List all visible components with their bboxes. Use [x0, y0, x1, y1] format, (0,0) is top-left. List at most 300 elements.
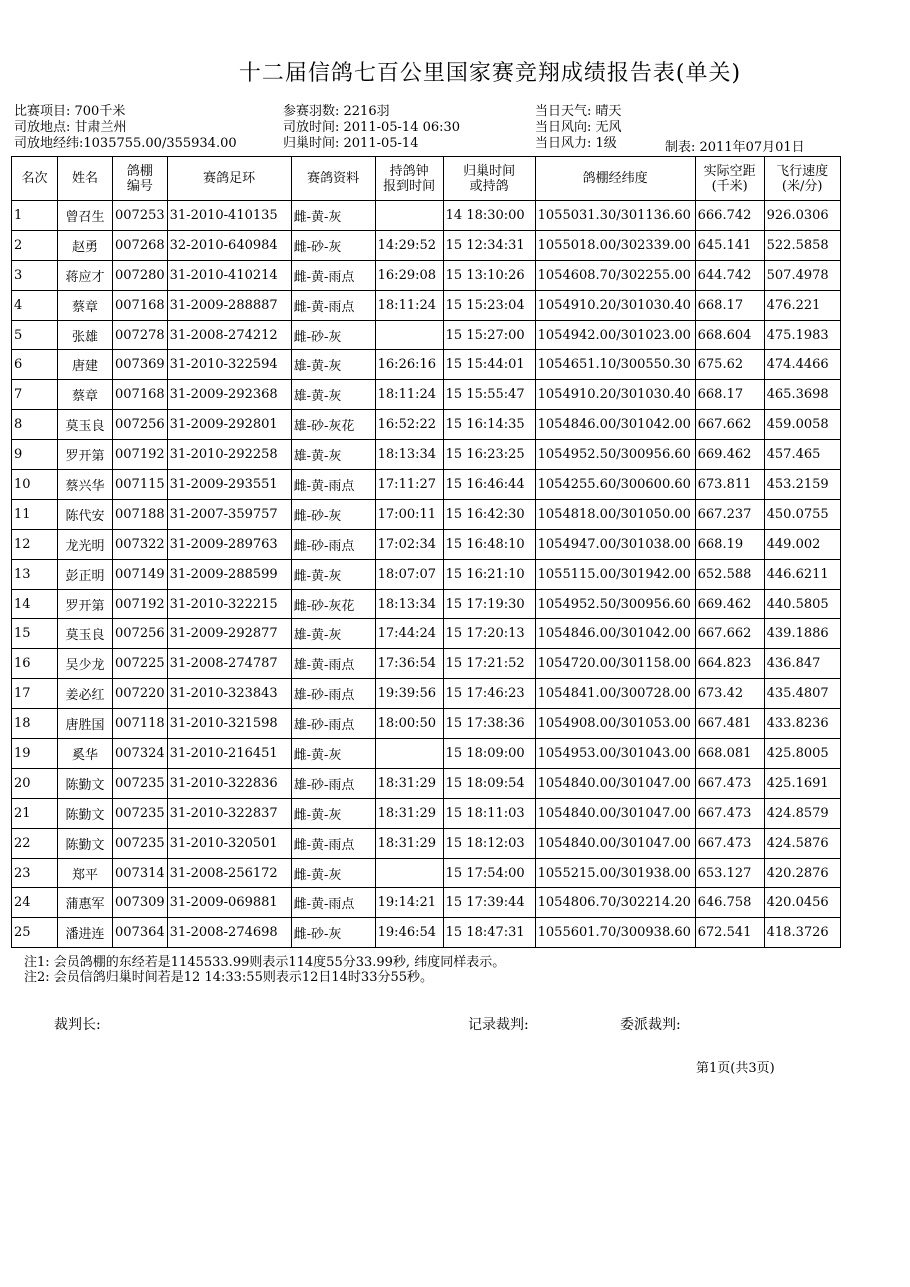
- cell-loft-coords: 1055215.00/301938.00: [535, 858, 695, 888]
- cell-rank: 7: [12, 380, 58, 410]
- cell-arrival-time: 15 18:09:00: [443, 739, 535, 769]
- cell-clock-time: 18:00:50: [375, 709, 443, 739]
- cell-loft-id: 007235: [113, 768, 168, 798]
- cell-ring: 31-2009-289763: [167, 529, 291, 559]
- cell-loft-coords: 1055601.70/300938.60: [535, 918, 695, 948]
- cell-clock-time: 17:02:34: [375, 529, 443, 559]
- cell-loft-id: 007278: [113, 320, 168, 350]
- cell-distance: 667.662: [695, 410, 764, 440]
- cell-name: 赵勇: [58, 230, 113, 260]
- cell-arrival-time: 15 15:55:47: [443, 380, 535, 410]
- cell-bird-info: 雌-黄-灰: [291, 739, 375, 769]
- info-column-3: [535, 104, 622, 152]
- cell-ring: 31-2008-274787: [167, 649, 291, 679]
- cell-rank: 22: [12, 828, 58, 858]
- cell-bird-info: 雄-砂-灰花: [291, 410, 375, 440]
- cell-distance: 667.481: [695, 709, 764, 739]
- cell-ring: 31-2009-292801: [167, 410, 291, 440]
- cell-ring: 31-2010-322594: [167, 350, 291, 380]
- cell-name: 陈勤文: [58, 828, 113, 858]
- cell-loft-id: 007220: [113, 679, 168, 709]
- cell-distance: 646.758: [695, 888, 764, 918]
- cell-distance: 673.811: [695, 470, 764, 500]
- cell-name: 陈代安: [58, 499, 113, 529]
- cell-loft-coords: 1054952.50/300956.60: [535, 440, 695, 470]
- cell-rank: 4: [12, 290, 58, 320]
- cell-rank: 19: [12, 739, 58, 769]
- table-row: [12, 410, 841, 440]
- cell-distance: 675.62: [695, 350, 764, 380]
- cell-distance: 673.42: [695, 679, 764, 709]
- cell-speed: 436.847: [764, 649, 840, 679]
- cell-arrival-time: 15 18:09:54: [443, 768, 535, 798]
- cell-loft-id: 007268: [113, 230, 168, 260]
- cell-ring: 31-2009-292368: [167, 380, 291, 410]
- cell-loft-id: 007168: [113, 380, 168, 410]
- cell-loft-id: 007253: [113, 201, 168, 231]
- cell-ring: 31-2010-410214: [167, 260, 291, 290]
- cell-loft-id: 007314: [113, 858, 168, 888]
- cell-distance: 668.604: [695, 320, 764, 350]
- cell-loft-coords: 1054840.00/301047.00: [535, 828, 695, 858]
- cell-ring: 31-2009-288887: [167, 290, 291, 320]
- table-row: [12, 559, 841, 589]
- info-release-time: 司放时间: 2011-05-14 06:30: [283, 120, 461, 135]
- cell-bird-info: 雌-黄-灰: [291, 201, 375, 231]
- cell-bird-info: 雌-黄-雨点: [291, 260, 375, 290]
- cell-speed: 457.465: [764, 440, 840, 470]
- cell-bird-info: 雌-砂-灰: [291, 918, 375, 948]
- cell-loft-coords: 1054806.70/302214.20: [535, 888, 695, 918]
- column-header: 赛鸽资料: [291, 157, 375, 201]
- cell-distance: 668.081: [695, 739, 764, 769]
- cell-arrival-time: 15 17:46:23: [443, 679, 535, 709]
- cell-ring: 32-2010-640984: [167, 230, 291, 260]
- cell-clock-time: [375, 858, 443, 888]
- table-row: [12, 380, 841, 410]
- cell-speed: 449.002: [764, 529, 840, 559]
- cell-speed: 425.1691: [764, 768, 840, 798]
- page-title: 十二届信鸽七百公里国家赛竞翔成绩报告表(单关): [238, 61, 742, 86]
- cell-speed: 450.0755: [764, 499, 840, 529]
- table-row: [12, 858, 841, 888]
- cell-distance: 669.462: [695, 440, 764, 470]
- cell-clock-time: 18:31:29: [375, 828, 443, 858]
- cell-loft-coords: 1054952.50/300956.60: [535, 589, 695, 619]
- cell-loft-id: 007188: [113, 499, 168, 529]
- cell-name: 蔡章: [58, 290, 113, 320]
- cell-loft-coords: 1054947.00/301038.00: [535, 529, 695, 559]
- cell-bird-info: 雌-黄-雨点: [291, 290, 375, 320]
- table-row: [12, 649, 841, 679]
- cell-rank: 12: [12, 529, 58, 559]
- column-header: 鸽棚经纬度: [535, 157, 695, 201]
- cell-arrival-time: 15 15:44:01: [443, 350, 535, 380]
- cell-name: 唐建: [58, 350, 113, 380]
- cell-rank: 14: [12, 589, 58, 619]
- table-row: [12, 828, 841, 858]
- cell-ring: 31-2007-359757: [167, 499, 291, 529]
- info-column-1: [14, 104, 237, 152]
- cell-distance: 653.127: [695, 858, 764, 888]
- cell-name: 彭正明: [58, 559, 113, 589]
- cell-speed: 522.5858: [764, 230, 840, 260]
- cell-ring: 31-2009-292877: [167, 619, 291, 649]
- cell-bird-info: 雌-砂-灰: [291, 499, 375, 529]
- table-row: [12, 260, 841, 290]
- cell-speed: 420.0456: [764, 888, 840, 918]
- cell-distance: 644.742: [695, 260, 764, 290]
- cell-loft-id: 007369: [113, 350, 168, 380]
- table-row: [12, 739, 841, 769]
- cell-bird-info: 雌-黄-雨点: [291, 470, 375, 500]
- cell-rank: 21: [12, 798, 58, 828]
- table-row: [12, 499, 841, 529]
- cell-distance: 667.237: [695, 499, 764, 529]
- column-header: 鸽棚 编号: [113, 157, 168, 201]
- column-header: 实际空距 (千米): [695, 157, 764, 201]
- cell-rank: 2: [12, 230, 58, 260]
- cell-speed: 475.1983: [764, 320, 840, 350]
- cell-clock-time: 16:52:22: [375, 410, 443, 440]
- cell-name: 潘进连: [58, 918, 113, 948]
- cell-loft-coords: 1055031.30/301136.60: [535, 201, 695, 231]
- cell-bird-info: 雌-黄-灰: [291, 559, 375, 589]
- cell-clock-time: 16:26:16: [375, 350, 443, 380]
- cell-loft-coords: 1055115.00/301942.00: [535, 559, 695, 589]
- info-release-coords: 司放地经纬:1035755.00/355934.00: [14, 136, 237, 151]
- cell-ring: 31-2010-410135: [167, 201, 291, 231]
- cell-loft-id: 007168: [113, 290, 168, 320]
- cell-speed: 507.4978: [764, 260, 840, 290]
- cell-rank: 25: [12, 918, 58, 948]
- cell-clock-time: 17:36:54: [375, 649, 443, 679]
- cell-speed: 446.6211: [764, 559, 840, 589]
- cell-speed: 453.2159: [764, 470, 840, 500]
- cell-ring: 31-2010-323843: [167, 679, 291, 709]
- cell-clock-time: [375, 201, 443, 231]
- cell-bird-info: 雄-黄-灰: [291, 380, 375, 410]
- cell-loft-id: 007225: [113, 649, 168, 679]
- cell-loft-coords: 1054908.00/301053.00: [535, 709, 695, 739]
- cell-name: 莫玉良: [58, 410, 113, 440]
- cell-loft-id: 007235: [113, 828, 168, 858]
- cell-name: 蒋应才: [58, 260, 113, 290]
- cell-rank: 3: [12, 260, 58, 290]
- cell-speed: 474.4466: [764, 350, 840, 380]
- cell-loft-coords: 1054953.00/301043.00: [535, 739, 695, 769]
- cell-arrival-time: 15 16:14:35: [443, 410, 535, 440]
- cell-name: 陈勤文: [58, 798, 113, 828]
- cell-arrival-time: 15 18:12:03: [443, 828, 535, 858]
- table-row: [12, 350, 841, 380]
- cell-clock-time: 18:07:07: [375, 559, 443, 589]
- cell-distance: 664.823: [695, 649, 764, 679]
- cell-distance: 667.473: [695, 768, 764, 798]
- cell-speed: 420.2876: [764, 858, 840, 888]
- column-header: 姓名: [58, 157, 113, 201]
- column-header: 持鸽钟 报到时间: [375, 157, 443, 201]
- chief-referee-label: 裁判长:: [54, 1017, 101, 1033]
- cell-loft-id: 007280: [113, 260, 168, 290]
- cell-loft-coords: 1054910.20/301030.40: [535, 290, 695, 320]
- cell-bird-info: 雄-黄-灰: [291, 440, 375, 470]
- info-weather: 当日天气: 晴天: [535, 104, 622, 119]
- cell-loft-coords: 1054720.00/301158.00: [535, 649, 695, 679]
- cell-name: 张雄: [58, 320, 113, 350]
- cell-rank: 17: [12, 679, 58, 709]
- cell-ring: 31-2009-288599: [167, 559, 291, 589]
- cell-distance: 668.19: [695, 529, 764, 559]
- cell-bird-info: 雌-黄-雨点: [291, 888, 375, 918]
- cell-arrival-time: 15 13:10:26: [443, 260, 535, 290]
- cell-clock-time: 19:46:54: [375, 918, 443, 948]
- note-2: 注2: 会员信鸽归巢时间若是12 14:33:55则表示12日14时33分55秒。: [24, 970, 434, 985]
- cell-loft-coords: 1054846.00/301042.00: [535, 410, 695, 440]
- cell-bird-info: 雄-黄-灰: [291, 619, 375, 649]
- cell-ring: 31-2010-322836: [167, 768, 291, 798]
- table-row: [12, 201, 841, 231]
- table-body: [12, 201, 841, 948]
- cell-loft-id: 007309: [113, 888, 168, 918]
- cell-distance: 666.742: [695, 201, 764, 231]
- cell-loft-coords: 1054608.70/302255.00: [535, 260, 695, 290]
- cell-rank: 11: [12, 499, 58, 529]
- cell-loft-coords: 1054840.00/301047.00: [535, 798, 695, 828]
- cell-arrival-time: 15 16:46:44: [443, 470, 535, 500]
- cell-loft-coords: 1054846.00/301042.00: [535, 619, 695, 649]
- cell-name: 郑平: [58, 858, 113, 888]
- table-row: [12, 320, 841, 350]
- cell-rank: 23: [12, 858, 58, 888]
- cell-clock-time: 18:11:24: [375, 380, 443, 410]
- cell-arrival-time: 15 17:21:52: [443, 649, 535, 679]
- cell-name: 蒲惠军: [58, 888, 113, 918]
- cell-speed: 435.4807: [764, 679, 840, 709]
- cell-rank: 8: [12, 410, 58, 440]
- table-row: [12, 768, 841, 798]
- cell-ring: 31-2009-293551: [167, 470, 291, 500]
- cell-ring: 31-2010-216451: [167, 739, 291, 769]
- cell-loft-coords: 1054255.60/300600.60: [535, 470, 695, 500]
- column-header: 赛鸽足环: [167, 157, 291, 201]
- cell-ring: 31-2010-320501: [167, 828, 291, 858]
- cell-clock-time: 16:29:08: [375, 260, 443, 290]
- cell-arrival-time: 15 18:11:03: [443, 798, 535, 828]
- cell-rank: 18: [12, 709, 58, 739]
- cell-name: 吴少龙: [58, 649, 113, 679]
- cell-ring: 31-2008-274212: [167, 320, 291, 350]
- cell-arrival-time: 15 16:21:10: [443, 559, 535, 589]
- cell-name: 蔡章: [58, 380, 113, 410]
- table-row: [12, 470, 841, 500]
- cell-distance: 652.588: [695, 559, 764, 589]
- table-row: [12, 888, 841, 918]
- cell-bird-info: 雄-黄-雨点: [291, 649, 375, 679]
- cell-loft-coords: 1054818.00/301050.00: [535, 499, 695, 529]
- cell-rank: 24: [12, 888, 58, 918]
- cell-arrival-time: 15 17:39:44: [443, 888, 535, 918]
- cell-bird-info: 雌-砂-灰: [291, 230, 375, 260]
- info-column-2: [283, 104, 460, 152]
- cell-rank: 5: [12, 320, 58, 350]
- cell-loft-coords: 1054841.00/300728.00: [535, 679, 695, 709]
- cell-loft-coords: 1054840.00/301047.00: [535, 768, 695, 798]
- info-wind-force: 当日风力: 1级: [535, 136, 617, 151]
- cell-rank: 15: [12, 619, 58, 649]
- cell-ring: 31-2010-322837: [167, 798, 291, 828]
- cell-speed: 418.3726: [764, 918, 840, 948]
- cell-arrival-time: 15 16:48:10: [443, 529, 535, 559]
- info-return-time: 归巢时间: 2011-05-14: [283, 136, 419, 151]
- cell-loft-coords: 1055018.00/302339.00: [535, 230, 695, 260]
- page-number: 第1页(共3页): [696, 1061, 775, 1076]
- cell-loft-id: 007192: [113, 589, 168, 619]
- notes: [24, 955, 505, 985]
- cell-loft-id: 007192: [113, 440, 168, 470]
- table-row: [12, 679, 841, 709]
- cell-arrival-time: 15 18:47:31: [443, 918, 535, 948]
- info-release-place: 司放地点: 甘肃兰州: [14, 120, 127, 135]
- cell-clock-time: 17:00:11: [375, 499, 443, 529]
- cell-bird-info: 雌-砂-雨点: [291, 529, 375, 559]
- cell-speed: 476.221: [764, 290, 840, 320]
- note-1: 注1: 会员鸽棚的东经若是1145533.99则表示114度55分33.99秒, 纬度同样表示。: [24, 955, 506, 970]
- cell-speed: 459.0058: [764, 410, 840, 440]
- cell-clock-time: 17:44:24: [375, 619, 443, 649]
- cell-rank: 6: [12, 350, 58, 380]
- cell-speed: 439.1886: [764, 619, 840, 649]
- cell-arrival-time: 15 17:38:36: [443, 709, 535, 739]
- cell-clock-time: 18:31:29: [375, 768, 443, 798]
- cell-rank: 10: [12, 470, 58, 500]
- cell-loft-coords: 1054651.10/300550.30: [535, 350, 695, 380]
- cell-ring: 31-2008-256172: [167, 858, 291, 888]
- cell-arrival-time: 14 18:30:00: [443, 201, 535, 231]
- cell-clock-time: 18:31:29: [375, 798, 443, 828]
- cell-clock-time: 19:14:21: [375, 888, 443, 918]
- cell-distance: 668.17: [695, 290, 764, 320]
- table-row: [12, 440, 841, 470]
- info-event: 比赛项目: 700千米: [14, 104, 126, 119]
- cell-arrival-time: 15 16:42:30: [443, 499, 535, 529]
- cell-name: 罗开第: [58, 589, 113, 619]
- info-entries: 参赛羽数: 2216羽: [283, 104, 390, 119]
- cell-name: 姜必红: [58, 679, 113, 709]
- cell-distance: 667.473: [695, 798, 764, 828]
- cell-rank: 1: [12, 201, 58, 231]
- cell-clock-time: [375, 320, 443, 350]
- cell-loft-id: 007256: [113, 410, 168, 440]
- cell-ring: 31-2010-322215: [167, 589, 291, 619]
- cell-name: 龙光明: [58, 529, 113, 559]
- cell-ring: 31-2009-069881: [167, 888, 291, 918]
- cell-arrival-time: 15 16:23:25: [443, 440, 535, 470]
- cell-ring: 31-2010-292258: [167, 440, 291, 470]
- cell-loft-id: 007324: [113, 739, 168, 769]
- cell-speed: 926.0306: [764, 201, 840, 231]
- cell-rank: 13: [12, 559, 58, 589]
- cell-loft-id: 007115: [113, 470, 168, 500]
- cell-speed: 440.5805: [764, 589, 840, 619]
- cell-rank: 20: [12, 768, 58, 798]
- column-header: 名次: [12, 157, 58, 201]
- cell-arrival-time: 15 15:23:04: [443, 290, 535, 320]
- cell-bird-info: 雌-黄-灰: [291, 858, 375, 888]
- cell-distance: 667.662: [695, 619, 764, 649]
- cell-distance: 672.541: [695, 918, 764, 948]
- cell-bird-info: 雌-黄-灰: [291, 798, 375, 828]
- cell-clock-time: 17:11:27: [375, 470, 443, 500]
- table-row: [12, 709, 841, 739]
- cell-clock-time: 18:11:24: [375, 290, 443, 320]
- info-wind-direction: 当日风向: 无风: [535, 120, 622, 135]
- table-row: [12, 529, 841, 559]
- cell-name: 蔡兴华: [58, 470, 113, 500]
- cell-bird-info: 雄-砂-雨点: [291, 709, 375, 739]
- cell-ring: 31-2008-274698: [167, 918, 291, 948]
- cell-distance: 669.462: [695, 589, 764, 619]
- cell-loft-id: 007235: [113, 798, 168, 828]
- report-date: 制表: 2011年07月01日: [665, 140, 805, 155]
- recording-referee-label: 记录裁判:: [468, 1017, 529, 1033]
- cell-loft-id: 007256: [113, 619, 168, 649]
- cell-bird-info: 雄-黄-灰: [291, 350, 375, 380]
- table-row: [12, 589, 841, 619]
- cell-distance: 667.473: [695, 828, 764, 858]
- table-row: [12, 290, 841, 320]
- cell-speed: 433.8236: [764, 709, 840, 739]
- cell-speed: 425.8005: [764, 739, 840, 769]
- column-header: 归巢时间 或持鸽: [443, 157, 535, 201]
- cell-loft-id: 007149: [113, 559, 168, 589]
- cell-clock-time: 14:29:52: [375, 230, 443, 260]
- cell-name: 莫玉良: [58, 619, 113, 649]
- table-row: [12, 230, 841, 260]
- cell-speed: 424.5876: [764, 828, 840, 858]
- table-row: [12, 798, 841, 828]
- delegate-referee-label: 委派裁判:: [620, 1017, 681, 1033]
- cell-arrival-time: 15 17:54:00: [443, 858, 535, 888]
- cell-distance: 645.141: [695, 230, 764, 260]
- cell-arrival-time: 15 12:34:31: [443, 230, 535, 260]
- cell-loft-id: 007322: [113, 529, 168, 559]
- cell-loft-id: 007118: [113, 709, 168, 739]
- cell-speed: 465.3698: [764, 380, 840, 410]
- cell-speed: 424.8579: [764, 798, 840, 828]
- table-row: [12, 619, 841, 649]
- cell-clock-time: [375, 739, 443, 769]
- cell-name: 曾召生: [58, 201, 113, 231]
- cell-name: 唐胜国: [58, 709, 113, 739]
- column-header: 飞行速度 (米/分): [764, 157, 840, 201]
- cell-clock-time: 18:13:34: [375, 440, 443, 470]
- cell-name: 陈勤文: [58, 768, 113, 798]
- cell-arrival-time: 15 15:27:00: [443, 320, 535, 350]
- cell-bird-info: 雌-砂-灰花: [291, 589, 375, 619]
- cell-arrival-time: 15 17:20:13: [443, 619, 535, 649]
- results-table: [11, 156, 841, 948]
- cell-clock-time: 18:13:34: [375, 589, 443, 619]
- cell-name: 奚华: [58, 739, 113, 769]
- cell-bird-info: 雄-砂-雨点: [291, 768, 375, 798]
- cell-clock-time: 19:39:56: [375, 679, 443, 709]
- cell-rank: 9: [12, 440, 58, 470]
- cell-distance: 668.17: [695, 380, 764, 410]
- cell-loft-id: 007364: [113, 918, 168, 948]
- table-row: [12, 918, 841, 948]
- cell-loft-coords: 1054910.20/301030.40: [535, 380, 695, 410]
